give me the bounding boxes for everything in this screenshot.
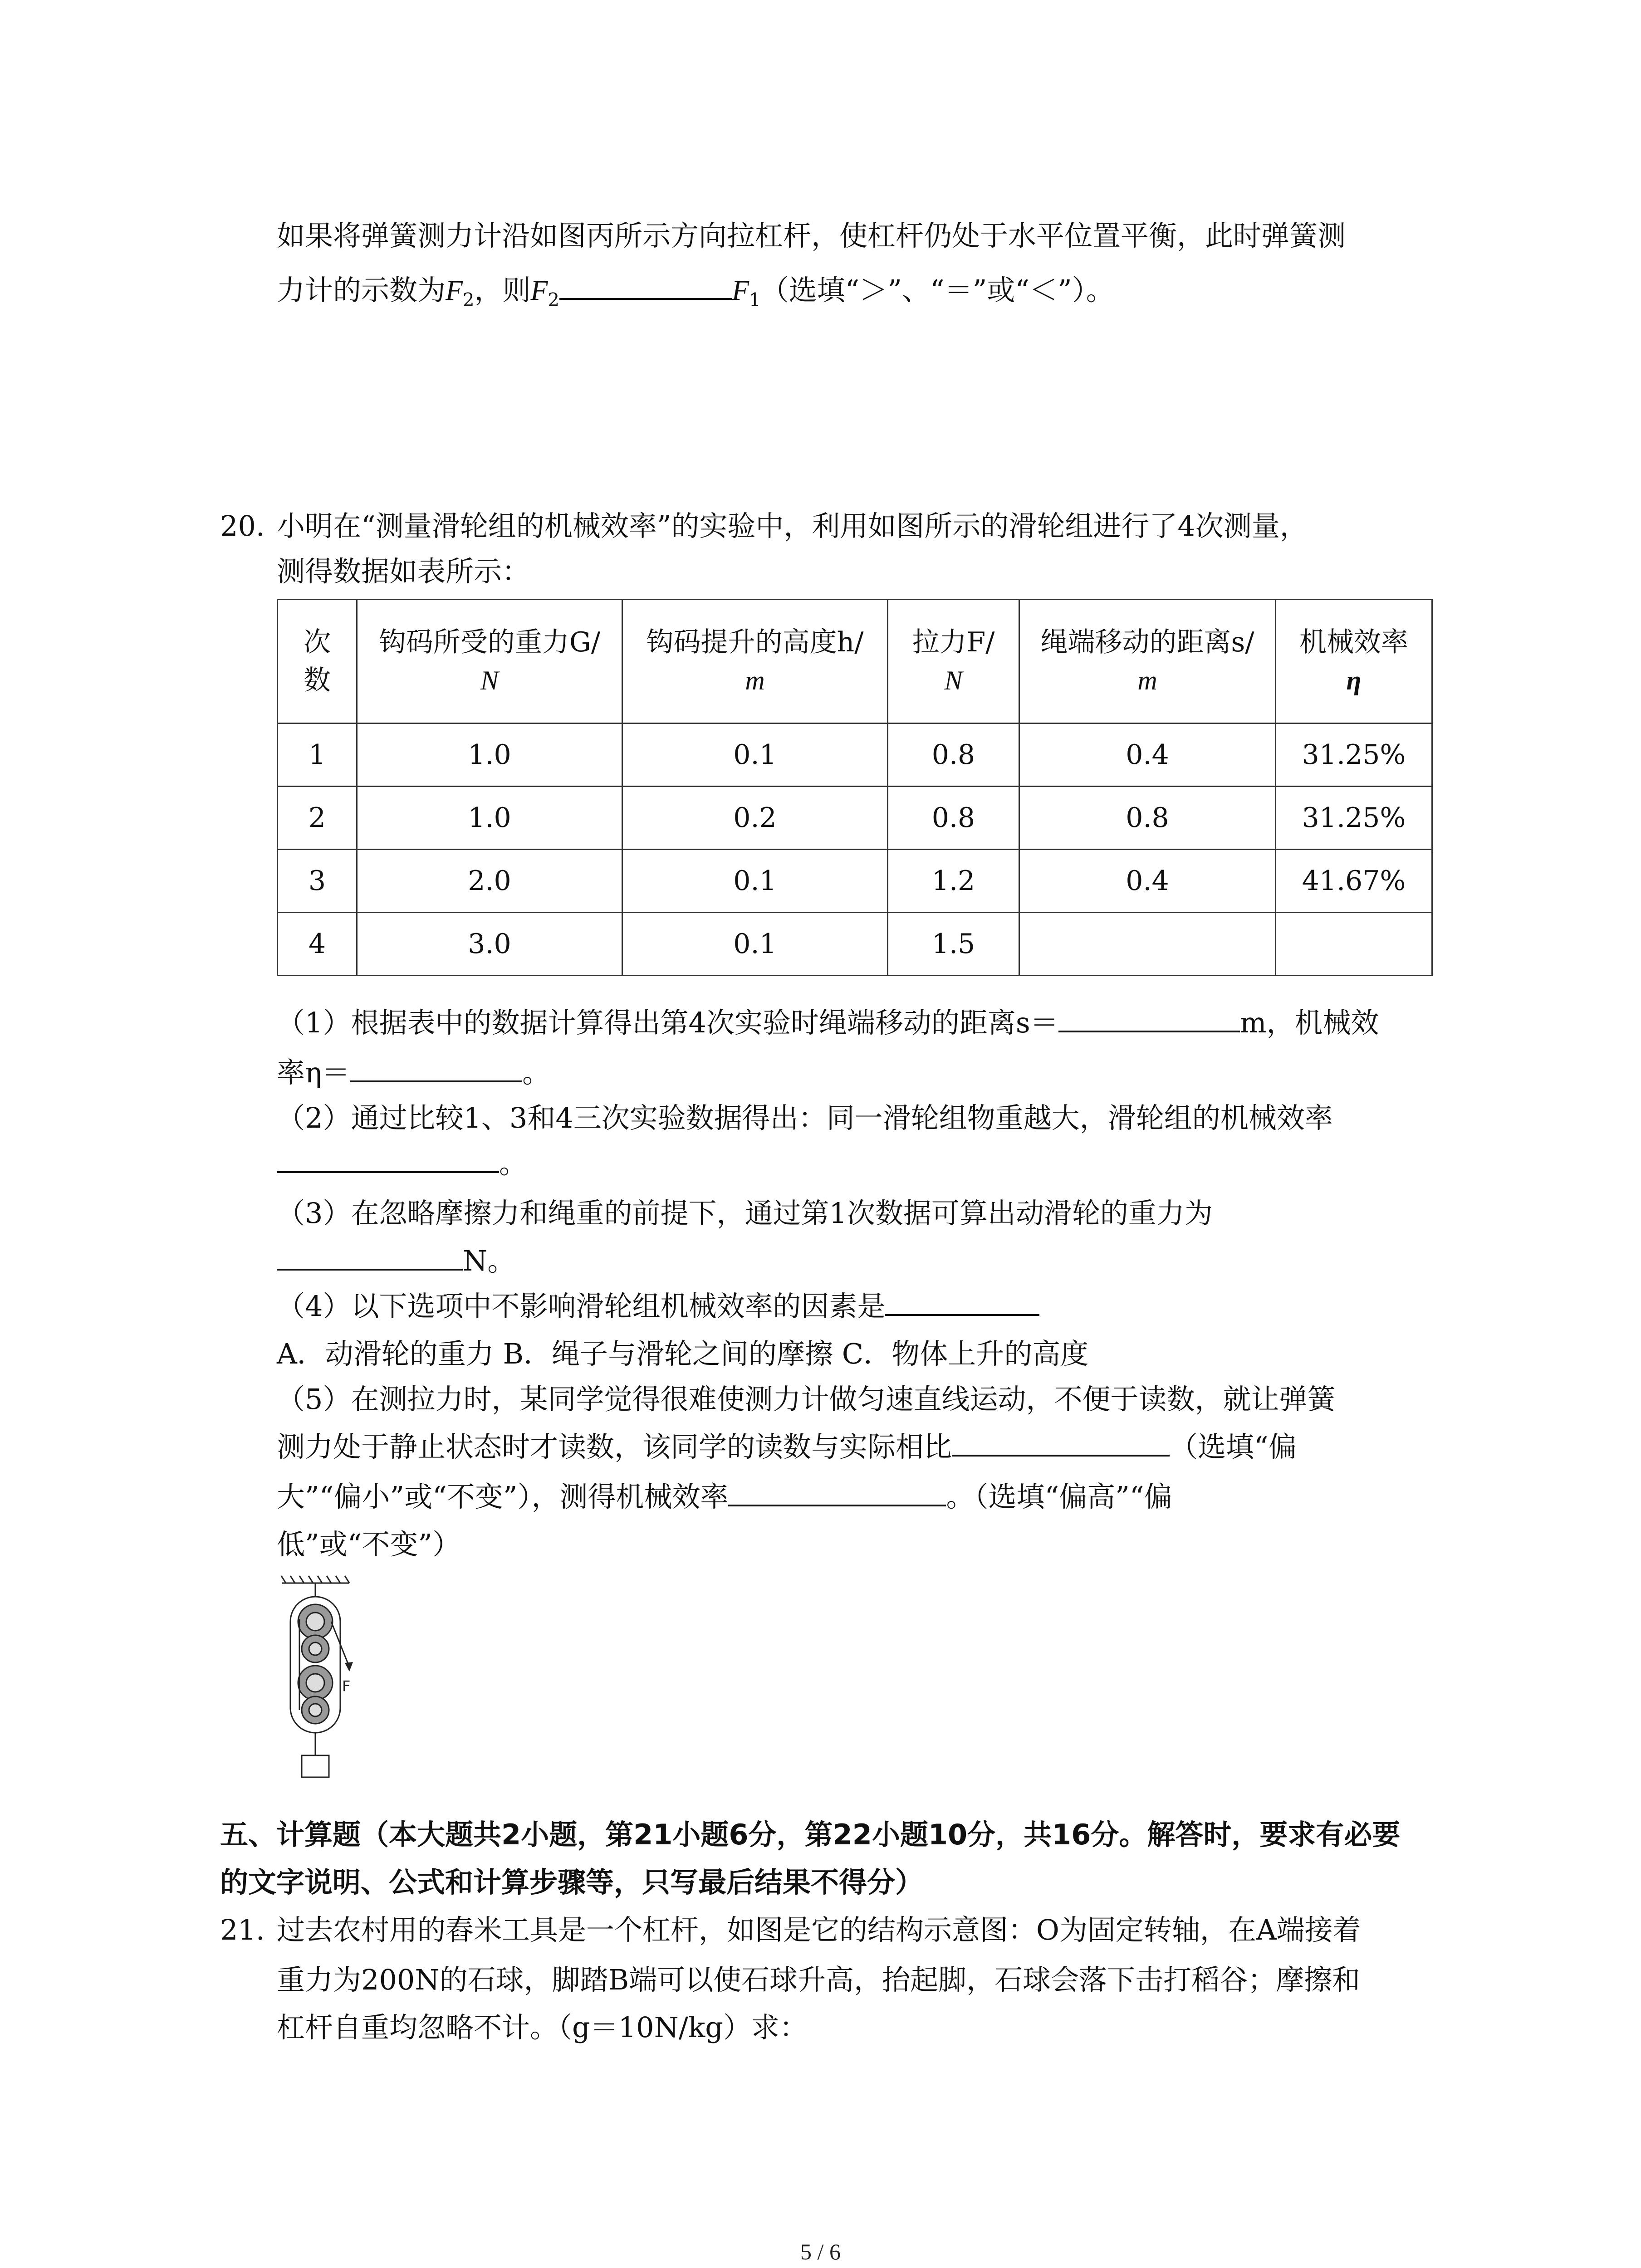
q21-line-1: 过去农村用的舂米工具是一个杠杆，如图是它的结构示意图：O为固定转轴，在A端接着 [277,1913,1361,1946]
force-label: F [342,1677,351,1695]
table-cell: 0.8 [888,723,1019,787]
table-cell: 0.8 [1019,787,1276,850]
table-row [278,787,1432,850]
table-cell: 1.0 [357,787,622,850]
intro-line-2: 力计的示数为$F_2$，则$F_2$ $F_1$（选填“＞”、“＝”或“＜”）。 [277,274,1114,311]
question-number: 20. [220,509,265,543]
q20-line-1: 小明在“测量滑轮组的机械效率”的实验中，利用如图所示的滑轮组进行了4次测量， [277,509,1308,543]
table-cell: 4 [278,913,357,976]
table-cell: 31.25% [1276,787,1432,850]
table-cell: 0.1 [622,723,888,787]
header-cell: 机械效率 η [1276,600,1432,723]
table-cell: 1.5 [888,913,1019,976]
header-cell: 拉力F/ N [888,600,1019,723]
table-cell: 31.25% [1276,723,1432,787]
table-cell: 3 [278,850,357,913]
question-number: 21. [220,1913,265,1946]
force-arrow-icon [345,1662,353,1672]
q21-line-2: 重力为200N的石球，脚踏B端可以使石球升高，抬起脚，石球会落下击打稻谷；摩擦和 [277,1963,1361,1996]
table-cell: 0.1 [622,913,888,976]
page-number: 5 / 6 [800,2239,841,2264]
sub-question-2-cont: 。 [277,1145,527,1182]
header-cell: 绳端移动的距离s/ m [1019,600,1276,723]
table-cell: 0.2 [622,787,888,850]
sub-question-1: （1）根据表中的数据计算得出第4次实验时绳端移动的距离s＝ m，机械效 [277,1006,1379,1039]
answer-blank[interactable] [277,1246,463,1271]
answer-blank[interactable] [952,1432,1170,1457]
sub-question-5-cont: 低”或“不变”） [277,1528,461,1561]
table-cell: 1 [278,723,357,787]
sub-question-5-cont: 测力处于静止状态时才读数，该同学的读数与实际相比 （选填“偏 [277,1430,1297,1463]
pulley-diagram [281,1574,358,1792]
section-heading: 五、计算题（本大题共2小题，第21小题6分，第22小题10分，共16分。解答时，要求有必要 [220,1818,1401,1851]
sub-question-5: （5）在测拉力时，某同学觉得很难使测力计做匀速直线运动，不便于读数，就让弹簧 [277,1383,1336,1416]
answer-blank[interactable] [1058,1008,1240,1032]
table-cell: 0.4 [1019,723,1276,787]
data-table [277,599,1433,976]
answer-blank[interactable] [885,1291,1039,1316]
sub-question-3: （3）在忽略摩擦力和绳重的前提下，通过第1次数据可算出动滑轮的重力为 [277,1197,1213,1230]
table-row [278,913,1432,976]
table-cell: 1.0 [357,723,622,787]
table-cell: 0.8 [888,787,1019,850]
sub-question-4-options: A．动滑轮的重力 B．绳子与滑轮之间的摩擦 C．物体上升的高度 [277,1337,1089,1370]
header-cell: 次 数 [278,600,357,723]
sub-question-3-cont: N。 [277,1243,515,1280]
sub-question-1-cont: 率η＝ 。 [277,1056,551,1089]
sub-question-2: （2）通过比较1、3和4三次实验数据得出：同一滑轮组物重越大，滑轮组的机械效率 [277,1101,1333,1134]
table-row [278,723,1432,787]
table-row [278,850,1432,913]
table-cell: 1.2 [888,850,1019,913]
sub-question-4: （4）以下选项中不影响滑轮组机械效率的因素是 [277,1288,1039,1325]
table-cell: 0.1 [622,850,888,913]
table-cell: 2 [278,787,357,850]
header-cell: 钩码所受的重力G/ N [357,600,622,723]
section-heading-cont: 的文字说明、公式和计算步骤等，只写最后结果不得分） [220,1866,924,1899]
table-cell: 2.0 [357,850,622,913]
table-header-row [278,600,1432,723]
q20-line-2: 测得数据如表所示： [277,555,530,588]
answer-blank[interactable] [559,275,732,300]
answer-blank[interactable] [728,1482,946,1506]
header-cell: 钩码提升的高度h/ m [622,600,888,723]
sub-question-5-cont: 大”“偏小”或“不变”），测得机械效率 。（选填“偏高”“偏 [277,1480,1172,1513]
q21-line-3: 杠杆自重均忽略不计。（g＝10N/kg）求： [277,2011,808,2044]
intro-line-1: 如果将弹簧测力计沿如图丙所示方向拉杠杆，使杠杆仍处于水平位置平衡，此时弹簧测 [277,219,1346,252]
answer-blank[interactable] [277,1149,499,1173]
table-cell: 41.67% [1276,850,1432,913]
table-cell: 3.0 [357,913,622,976]
table-cell [1019,913,1276,976]
table-cell: 0.4 [1019,850,1276,913]
table-cell [1276,913,1432,976]
answer-blank[interactable] [350,1058,522,1082]
